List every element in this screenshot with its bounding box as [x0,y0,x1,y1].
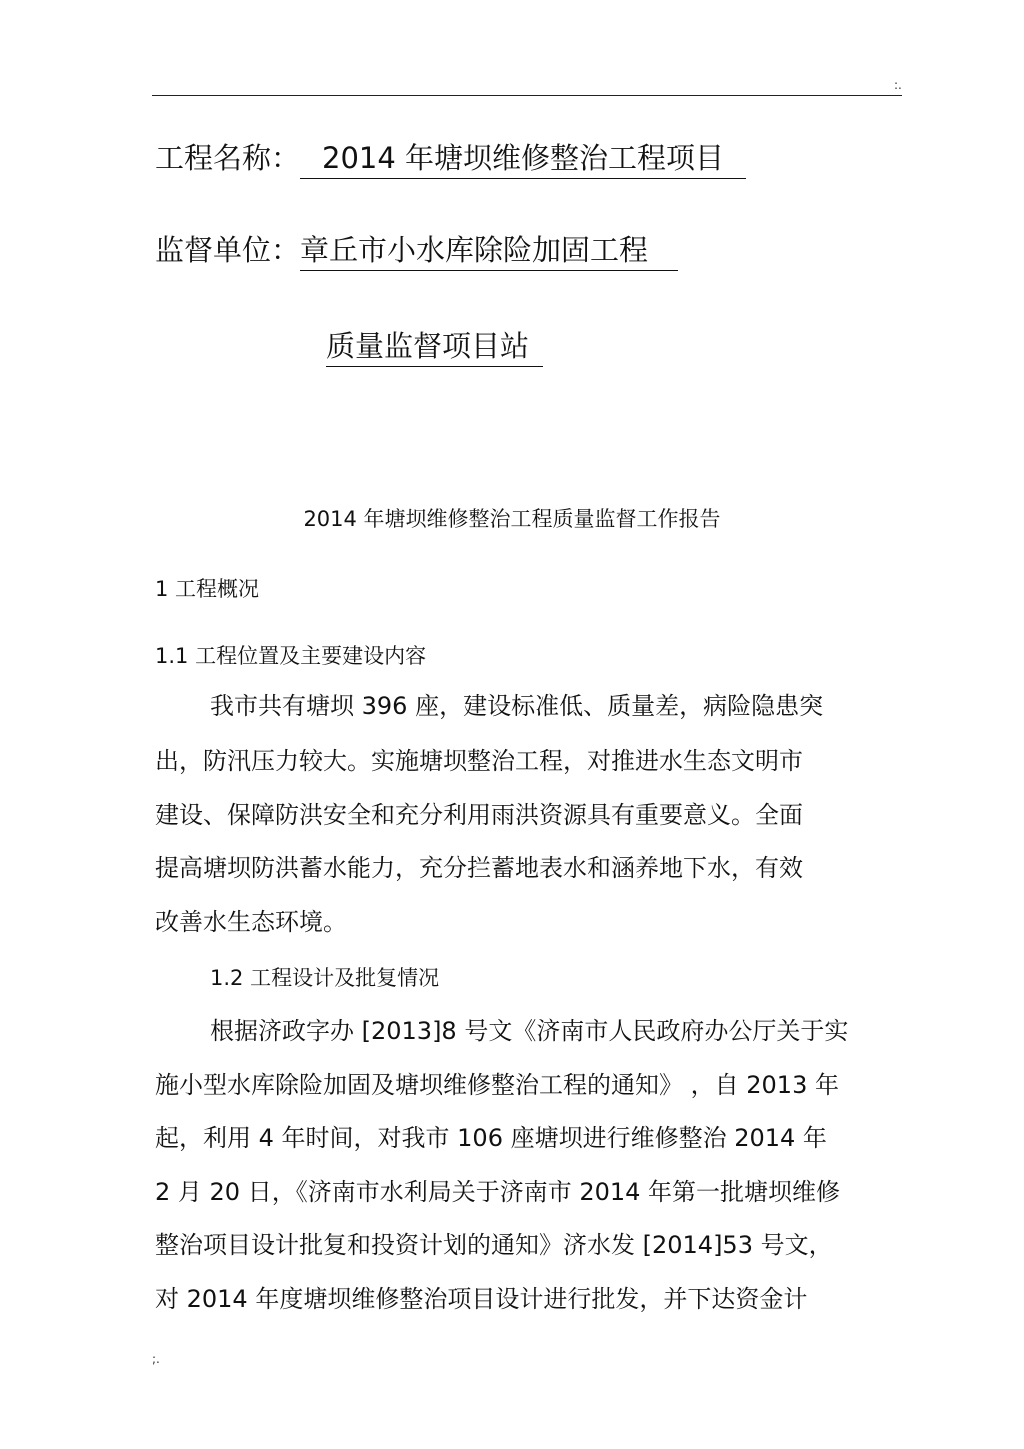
header-rule [152,95,902,96]
para2-line-4: 2 月 20 日，《济南市水利局关于济南市 2014 年第一批塘坝维修 [155,1178,841,1206]
section-1-2-heading: 1.2 工程设计及批复情况 [210,966,440,990]
para1-line-4: 提高塘坝防洪蓄水能力，充分拦蓄地表水和涵养地下水，有效 [155,854,803,882]
para1-line-3: 建设、保障防洪安全和充分利用雨洪资源具有重要意义。全面 [155,801,803,829]
para1-line-1: 我市共有塘坝 396 座，建设标准低、质量差，病险隐患突 [210,692,824,720]
para2-line-6: 对 2014 年度塘坝维修整治项目设计进行批发，并下达资金计 [155,1285,808,1313]
supervisor-label: 监督单位： [155,233,301,267]
supervisor-value-line2: 质量监督项目站 [326,326,543,367]
corner-mark-top-right: :. [894,78,902,92]
project-name-value: 2014 年塘坝维修整治工程项目 [300,138,746,179]
para1-line-5: 改善水生态环境。 [155,908,347,936]
para2-line-5: 整治项目设计批复和投资计划的通知》济水发 [2014]53 号文， [155,1231,833,1259]
project-name-label: 工程名称： [155,141,301,175]
section-1-1-heading: 1.1 工程位置及主要建设内容 [155,644,427,668]
supervisor-line [155,230,678,271]
para2-line-2: 施小型水库除险加固及塘坝维修整治工程的通知》 ，自 2013 年 [155,1071,839,1099]
supervisor-value-line1: 章丘市小水库除险加固工程 [300,230,678,271]
project-name-line [155,138,746,179]
section-1-heading: 1 工程概况 [155,577,260,601]
para2-line-3: 起，利用 4 年时间，对我市 106 座塘坝进行维修整治 2014 年 [155,1124,827,1152]
corner-mark-bottom-left: ;. [152,1352,160,1366]
para2-line-1: 根据济政字办 [2013]8 号文《济南市人民政府办公厅关于实 [210,1017,849,1045]
supervisor-line-2 [326,326,543,367]
report-title: 2014 年塘坝维修整治工程质量监督工作报告 [303,507,721,531]
para1-line-2: 出，防汛压力较大。实施塘坝整治工程，对推进水生态文明市 [155,747,803,775]
